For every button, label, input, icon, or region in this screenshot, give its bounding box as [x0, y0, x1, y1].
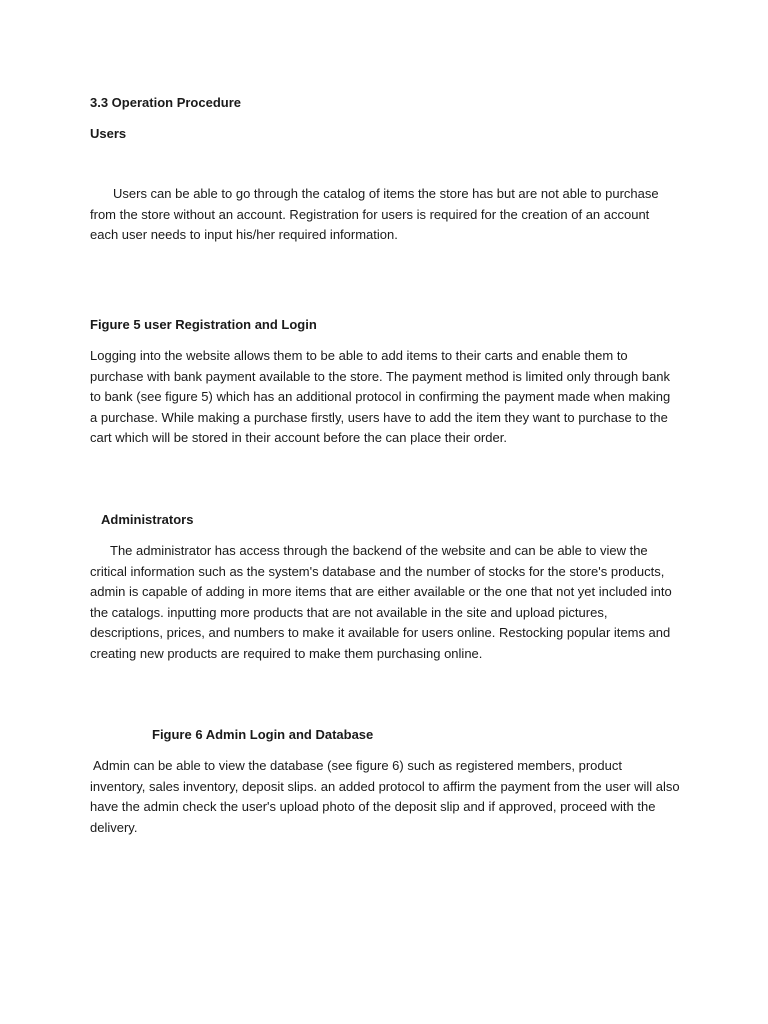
figure-6-caption: Figure 6 Admin Login and Database [152, 727, 374, 742]
administrators-heading: Administrators [101, 512, 194, 527]
figure-5-caption: Figure 5 user Registration and Login [90, 317, 317, 332]
login-paragraph: Logging into the website allows them to be able to add items to their carts and enable them to purchase with bank payment available to the store. The payment method is limited only through bank to bank (see figure 5) which has an additional protocol in confirming the payment made when making a purchase. While making a purchase firstly, users have to add the item they want to purchase to the cart which will be stored in their account before the can place their order. [90, 348, 671, 445]
users-heading: Users [90, 126, 127, 141]
section-heading: 3.3 Operation Procedure [90, 95, 241, 110]
users-paragraph: Users can be able to go through the catalog of items the store has but are not able to purchase from the store without an account. Registration for users is required for the creation of an account each user needs to input his/her required information. [90, 186, 659, 242]
admin-paragraph: The administrator has access through the backend of the website and can be able to view the critical information such as the system's database and the number of stocks for the store's products, admin is capable of adding in more items that are either available or the one that not yet included into the catalogs. inputting more products that are not available in the site and upload pictures, descriptions, prices, and numbers to make it available for users online. Restocking popular items and creating new products are required to make them purchasing online. [90, 543, 672, 661]
admin-database-paragraph: Admin can be able to view the database (see figure 6) such as registered members, product inventory, sales inventory, deposit slips. an added protocol to affirm the payment from the user will also have the admin check the user's upload photo of the deposit slip and if approved, proceed with the delivery. [90, 758, 680, 835]
